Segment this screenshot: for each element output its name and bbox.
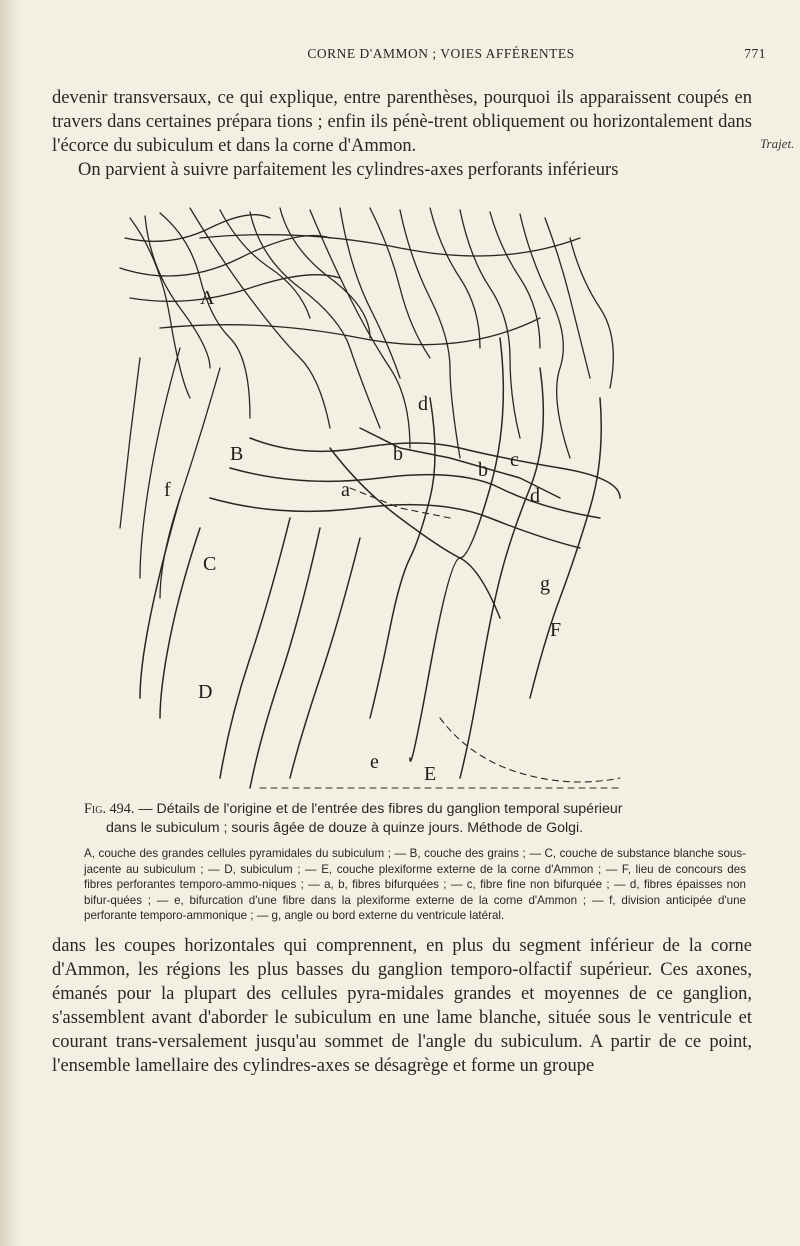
label-d-1: d xyxy=(418,393,428,415)
figure-caption xyxy=(52,800,746,924)
label-E: E xyxy=(424,763,437,785)
label-b-1: b xyxy=(393,443,403,465)
label-C: C xyxy=(203,553,217,575)
label-d-2: d xyxy=(530,485,540,507)
label-g: g xyxy=(540,573,550,595)
label-B: B xyxy=(230,443,244,465)
body-text-bottom xyxy=(52,934,752,1078)
running-header xyxy=(116,46,766,68)
caption-title-line-2: dans le subiculum ; souris âgée de douze à quinze jours. Méthode de Golgi. xyxy=(106,820,584,836)
paragraph-1: devenir transversaux, ce qui explique, entre parenthèses, pourquoi ils apparaissent coupés en travers dans certaines prépara tions ; enfin ils pénè-trent obliquement ou horizontalement dans l'écorce du subiculum et dans la corne d'Ammon. xyxy=(52,88,752,156)
label-e: e xyxy=(370,751,379,773)
caption-figure-label: Fig. 494. xyxy=(84,801,135,817)
label-F: F xyxy=(550,619,562,641)
figure-494 xyxy=(100,198,680,798)
caption-title xyxy=(52,800,746,838)
label-a: a xyxy=(341,479,350,501)
label-b-2: b xyxy=(478,459,488,481)
paragraph-3: dans les coupes horizontales qui comprennent, en plus du segment inférieur de la corne d'Ammon, les régions les plus basses du ganglion temporo-olfactif supérieur. Ces axones, émanés pour la plupart des cellules pyra-midales grandes et moyennes de ce ganglion, s'assemblent avant d'aborder le subiculum en une lame blanche, située sous le ventricule et courant trans-versalement jusqu'au sommet de l'angle du subiculum. A partir de ce point, l'ensemble lamellaire des cylindres-axes se désagrège et forme un groupe xyxy=(52,936,752,1076)
page-number: 771 xyxy=(744,46,766,61)
golgi-fibre-drawing xyxy=(100,198,680,798)
upper-fibre-plexus xyxy=(120,208,613,598)
label-D: D xyxy=(198,681,213,703)
ventricle-boundary xyxy=(260,488,620,788)
margin-note: Trajet. xyxy=(760,136,795,151)
label-c: c xyxy=(510,449,519,471)
label-f: f xyxy=(164,479,171,501)
caption-legend: A, couche des grandes cellules pyramidales du subiculum ; — B, couche des grains ; — C, couche de substance blanche sous-jacente au subiculum ; — D, subiculum ; — E, couche plexiforme externe de la corne d'Ammon ; — F, lieu de concours des fibres perforantes temporo-ammo-niques ; — a, b, fibres bifurquées ; — c, fibre fine non bifurquée ; — d, fibres épaisses non bifur-quées ; — e, bifurcation d'une fibre dans la plexiforme externe de la corne d'Ammon ; — f, division anticipée d'une perforante temporo-ammonique ; — g, angle ou bord externe du ventricule latéral. xyxy=(84,847,746,922)
body-text-top xyxy=(52,86,752,182)
running-title: CORNE D'AMMON ; VOIES AFFÉRENTES xyxy=(307,46,575,61)
paragraph-2: On parvient à suivre parfaitement les cylindres-axes perforants inférieurs xyxy=(78,160,619,180)
label-A: A xyxy=(200,287,215,309)
caption-title-line-1: — Détails de l'origine et de l'entrée des fibres du ganglion temporal supérieur xyxy=(138,801,623,817)
page-edge-shadow xyxy=(0,0,22,1246)
